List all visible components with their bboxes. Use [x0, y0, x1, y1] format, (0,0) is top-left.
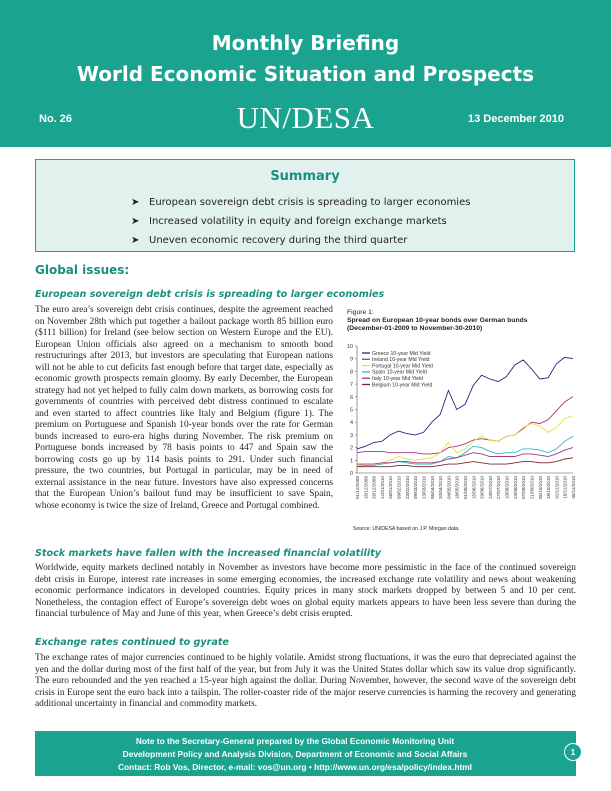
section-heading: Global issues: — [35, 263, 130, 277]
figure-source: Source: UN/DESA based on J.P. Morgan data. — [353, 526, 460, 532]
x-tick-label: 15/12/2009 — [363, 476, 369, 499]
arrow-bullet-icon: ➤ — [131, 216, 140, 227]
y-tick-label: 6 — [349, 394, 353, 401]
x-tick-label: 27/07/2010 — [496, 476, 502, 499]
series-line — [357, 436, 573, 467]
x-tick-label: 15/06/2010 — [471, 476, 477, 499]
x-tick-label: 21/09/2010 — [529, 476, 535, 499]
page-number: 1 — [564, 743, 582, 761]
footer-note: Note to the Secretary-General prepared by the Global Economic Monitoring Unit — [135, 736, 455, 746]
y-tick-label: 1 — [349, 458, 353, 465]
issue-number: No. 26 — [39, 113, 73, 125]
y-tick-label: 3 — [349, 432, 353, 439]
y-tick-label: 4 — [349, 420, 353, 427]
x-tick-label: 16/11/2010 — [562, 476, 568, 499]
y-tick-label: 7 — [349, 382, 353, 389]
summary-list — [131, 193, 470, 250]
summary-box — [35, 159, 575, 252]
footer-contact: Contact: Rob Vos, Director, e-mail: vos@un.org • http://www.un.org/esa/policy/index.html — [117, 762, 473, 772]
paragraph-stock-markets: Worldwide, equity markets declined notably in November as investors have become more pessimistic in the face of the continued sovereign debt crisis in Europe, interest rate increases in some emerging economies, the increased exchange rate volatility and news about weakening economic performance indicators in developed countries. Equity prices in many stock markets dropped by between 5 and 10 per cent. Nonetheless, the contagion effect of Europe’s sovereign debt woes on global equity markets appears to have been less severe than during the financial turbulence of May and June of this year, when Greece’s debt crisis erupted. — [35, 563, 576, 619]
y-tick-label: 2 — [349, 445, 353, 452]
footer-division: Development Policy and Analysis Division, Department of Economic and Social Affairs — [122, 749, 468, 759]
issue-date: 13 December 2010 — [467, 113, 564, 125]
y-tick-label: 0 — [349, 471, 353, 477]
x-tick-label: 30/11/2010 — [571, 476, 576, 499]
legend-label: Belgium 10-year Mid Yield — [372, 382, 433, 389]
x-tick-label: 09/03/2010 — [413, 476, 419, 499]
x-tick-label: 23/03/2010 — [421, 476, 427, 499]
summary-item: ➤ Increased volatility in equity and foreign exchange markets — [131, 212, 470, 231]
legend-label: Ireland 10-year Mid Yield — [372, 357, 430, 364]
paragraph-exchange-rates: The exchange rates of major currencies continued to be highly volatile. Amidst strong fluctuations, it was the euro that depreciated against the yen and the dollar during most of the first half of the year, but from July it was the United States dollar which saw its value drop significantly. The euro rebounded and the yen reached a 15-year high against the dollar. During November, however, the second wave of the sovereign debt crisis in Europe sent the euro back into a tailspin. The roller-coaster ride of the major reserve currencies is harming the recovery and generating additional uncertainty in financial and commodity markets. — [35, 653, 576, 709]
paragraph-debt-crisis: The euro area’s sovereign debt crisis continues, despite the agreement reached on November 28th which put together a bailout package worth 85 billion euro ($111 billion) for Ireland (see below section on Western Europe and the EU). European Union officials also agreed on a mechanism to smooth bond restructurings after 2013, but investors are speculating that European nations will not be able to cut deficits fast enough before that target date, especially as economic growth prospects remain gloomy. By early December, the European strategy had not yet helped to fully calm down markets, as borrowing costs for governments of countries with perceived debt distress continued to escalate and even started to affect countries like Italy and Belgium (figure 1). The premium on Portuguese and Spanish 10-year bonds over the rate for German bunds increased to euro-era highs during November. The risk premium on Portuguese bonds increased by 78 basis points to 447 and Spain saw the borrowing costs go up by 114 basis points to 291. Under such financial pressure, the two countries, but Portugal in particular, may be in need of external assistance in the near future. Investors have also expressed concerns that the European Union’s bailout fund may be insufficient to save Spain, whose economy is twice the size of Ireland, Greece and Portugal combined. — [35, 305, 333, 511]
summary-item: ➤ European sovereign debt crisis is spreading to larger economies — [131, 193, 470, 212]
x-tick-label: 26/01/2010 — [388, 476, 394, 499]
y-tick-label: 8 — [349, 369, 353, 376]
summary-title: Summary — [270, 169, 340, 184]
figure-1 — [342, 309, 576, 534]
y-tick-label: 9 — [349, 356, 353, 363]
x-tick-label: 06/04/2010 — [429, 476, 435, 499]
x-tick-label: 01/12/2009 — [355, 476, 360, 499]
arrow-bullet-icon: ➤ — [131, 197, 140, 208]
subheading-stock-markets: Stock markets have fallen with the increased financial volatility — [35, 548, 381, 559]
x-tick-label: 20/04/2010 — [438, 476, 444, 499]
x-tick-label: 19/10/2010 — [546, 476, 552, 499]
figure-caption: Figure 1: Spread on European 10-year bonds over German bunds (December-01-2009 to November-30-2010) — [347, 309, 528, 333]
x-tick-label: 18/05/2010 — [454, 476, 460, 499]
x-tick-label: 04/05/2010 — [446, 476, 452, 499]
x-tick-label: 24/08/2010 — [512, 476, 518, 499]
bond-spread-chart — [342, 309, 576, 521]
subheading-exchange-rates: Exchange rates continued to gyrate — [35, 637, 229, 648]
x-tick-label: 05/10/2010 — [537, 476, 543, 499]
x-tick-label: 13/07/2010 — [487, 476, 493, 499]
x-tick-label: 23/02/2010 — [404, 476, 410, 499]
summary-item: ➤ Uneven economic recovery during the third quarter — [131, 231, 470, 250]
x-tick-label: 12/01/2010 — [379, 476, 385, 499]
legend-label: Spain 10-year Mid Yield — [372, 369, 427, 376]
footer-banner — [35, 731, 576, 776]
series-line — [357, 397, 573, 454]
y-tick-label: 5 — [349, 407, 353, 414]
series-line — [357, 458, 573, 467]
legend-label: Portugal 10-year Mid Yield — [372, 363, 433, 370]
x-tick-label: 01/06/2010 — [463, 476, 468, 499]
x-tick-label: 07/09/2010 — [521, 476, 527, 499]
x-tick-label: 29/12/2009 — [371, 476, 377, 499]
subheading-debt-crisis: European sovereign debt crisis is spreading to larger economies — [35, 289, 385, 300]
briefing-subtitle: World Economic Situation and Prospects — [76, 62, 535, 86]
legend-label: Italy 10-year Mid Yield — [372, 376, 424, 382]
x-tick-label: 29/06/2010 — [479, 476, 485, 499]
x-tick-label: 02/11/2010 — [554, 476, 560, 499]
org-logo-text: UN/DESA — [236, 100, 375, 135]
briefing-title: Monthly Briefing — [211, 31, 400, 55]
x-tick-label: 10/08/2010 — [504, 476, 510, 499]
x-tick-label: 09/02/2010 — [396, 476, 402, 499]
y-tick-label: 10 — [346, 344, 353, 350]
legend-label: Greece 10-year Mid Yield — [372, 350, 431, 357]
arrow-bullet-icon: ➤ — [131, 235, 140, 246]
header-banner — [0, 0, 611, 147]
